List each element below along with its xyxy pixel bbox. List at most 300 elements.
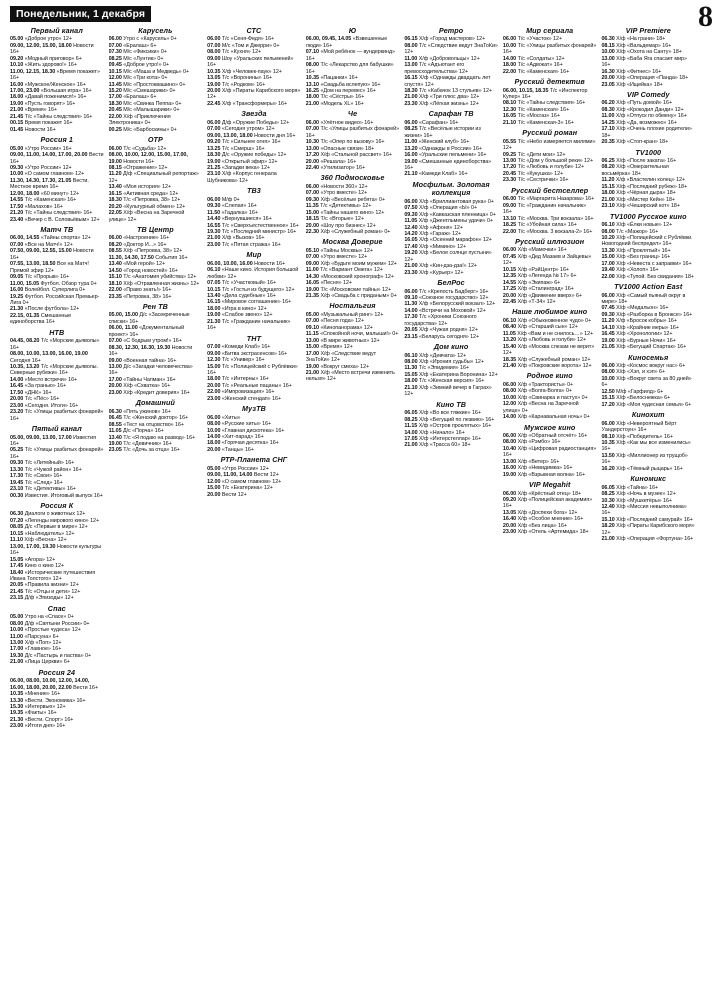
program-listing: 07.00 «Ералаш» 6+ [108, 42, 157, 49]
program-listing: 10.00 Х/ф «Свинарка и пастух» 0+ [502, 394, 588, 401]
channel-section [404, 401, 498, 449]
program-listing: 06.30 Диалоги о животных 12+ [10, 511, 86, 518]
program-listing: 22.15, 01.35 Смешанные единоборства 16+ [10, 312, 72, 326]
program-listing: 11.00 «Женский клуб» 16+ [404, 139, 470, 146]
channel-name: Сарафан ТВ [428, 109, 474, 119]
program-listing: 13.40 «Мой герой» 12+ [108, 261, 166, 268]
channel-name: Звезда [241, 109, 267, 119]
page-number: 8 [698, 0, 713, 33]
program-listing: 10.40 Х/ф «Цифровая радиостанция» 16+ [502, 445, 597, 459]
program-listing: 06.00 «Новости 360» 12+ [305, 183, 368, 190]
program-listing: 23.15 «Беларусь сегодня» 12+ [404, 333, 480, 340]
program-listing: 08.10 Т/с «Тайны следствия» 16+ [502, 100, 586, 107]
program-listing: 08.00 Д/ф «Святыни России» 0+ [10, 620, 90, 627]
program-listing: 13.05 Х/ф «Доспехи бога» 12+ [502, 509, 578, 516]
program-listing: 17.00 Х/ф «Невеста с заправки» 16+ [601, 260, 692, 267]
program-listing: 17.40 Х/ф «Мимино» 12+ [404, 243, 467, 250]
channel-section [601, 354, 695, 409]
channel-name: СТС [246, 26, 262, 35]
program-listing: 20.00 Х/ф «Движение вверх» 6+ [502, 292, 583, 299]
program-listing: 22.00 «Импровизация» 16+ [207, 389, 275, 396]
program-listing: 19.45 Т/с «След» 16+ [10, 479, 63, 486]
program-listing: 05.00 «Утро России» 16+ [10, 145, 72, 152]
channel-name: Спас [47, 603, 66, 613]
channel-section [601, 91, 695, 146]
program-listing: 14.10 Х/ф «Крайние меры» 16+ [601, 324, 679, 331]
program-listing: 17.05 Х/ф «Интерстеллар» 16+ [404, 435, 482, 442]
program-listing: 18.00 Х/ф «Чёрная дыра» 18+ [601, 190, 676, 197]
channel-section [503, 129, 597, 184]
channel-section [109, 303, 203, 396]
program-listing: 13.40 Т/с «Я подаю на развод» 16+ [108, 434, 196, 441]
program-listing: 20.45 М/с «Малышарики» 0+ [108, 107, 180, 114]
program-listing: 23.30 Х/ф «Лёгкая жизнь» 12+ [404, 100, 479, 107]
schedule-column [207, 26, 301, 992]
program-listing: 01.45 Новости 16+ [10, 126, 56, 133]
program-listing: 08.25 Х/ф «Бегущий по лезвию» 16+ [404, 416, 495, 423]
program-listing: 13.40 «Дела судебные» 16+ [207, 293, 276, 300]
program-listing: 21.10 Т/с «Каменская-3» 16+ [502, 119, 574, 126]
program-listing: 00.25 М/с «Барбоскины» 0+ [108, 126, 177, 133]
program-listing: 18.20 Х/ф «Пираты Карибского моря» 12+ [601, 523, 695, 536]
program-listing: 06.00 Х/ф «Трактористы» 0+ [502, 381, 574, 388]
program-listing: 18.00 Т/с «Сёстры» 16+ [305, 94, 365, 101]
program-listing: 17.10 Х/ф «Очень плохие родители» 18+ [601, 126, 692, 139]
program-listing: 10.00 Х/ф «Вокруг света за 80 дней» 6+ [601, 375, 692, 389]
program-listing: 10.35 «Пацанки» 16+ [305, 75, 358, 82]
program-listing: 13.50 Х/ф «Миллионер из трущоб» 16+ [601, 452, 688, 466]
program-listing: 09.00 Т/с «Гражданин начальник» 16+ [502, 202, 587, 216]
program-listing: 06.00 М/ф 0+ [207, 196, 240, 203]
program-listing: 08.40 Х/ф «Старший сын» 12+ [502, 324, 578, 331]
program-listing: 08.10 Х/ф «Победитель» 16+ [601, 433, 673, 440]
program-listing: 10.00 Х/ф «Охота на Санту» 18+ [601, 49, 682, 56]
program-listing: 16.45 Х/ф «Хронологии» 12+ [601, 331, 673, 338]
program-listing: 21.30 «Вести. Спорт» 16+ [10, 716, 74, 723]
program-listing: 18.35 Х/ф «Служебный роман» 12+ [502, 356, 591, 363]
program-listing: 12.00 «О самом главном» 12+ [207, 478, 282, 485]
channel-name: Россия 1 [40, 135, 74, 145]
channel-name: Матч ТВ [40, 225, 74, 235]
program-listing: 13.00 Х/ф «Ветер» 16+ [502, 458, 560, 465]
program-listing: 23.00 «Итоги дня» 16+ [10, 723, 66, 730]
program-listing: 23.00 Т/с «Пятая стража» 16+ [207, 241, 281, 248]
program-listing: 06.00 Х/ф «Самый пьяный округ в мире» 18+ [601, 292, 686, 305]
program-listing: 06.00 Д/ф «Оружие Победы» 12+ [207, 119, 290, 126]
program-listing: 06.25 Х/ф «После заката» 16+ [601, 158, 677, 165]
channel-name: Ретро [438, 26, 464, 35]
program-listing: 13.10 «Свадьба вслепую» 16+ [305, 81, 381, 88]
program-listing: 13.00 «В мире животных» 12+ [305, 337, 380, 344]
channel-section [503, 238, 597, 305]
program-listing: 15.00 Х/ф «Без границ» 16+ [601, 254, 671, 261]
channel-name: Русский иллюзион [515, 236, 585, 246]
program-listing: 05.00 «Доброе утро» 12+ [10, 36, 72, 43]
program-listing: 09.00 «Военная тайна» 16+ [108, 357, 177, 364]
program-listing: 16.15 «Активная среда» 12+ [108, 190, 179, 197]
program-listing: 08.25 Т/с «Весёлые истории из жизни» 16+ [404, 126, 481, 139]
channel-section [503, 308, 597, 369]
program-listing: 11.35 Т/с «Детективы» 12+ [305, 203, 372, 210]
program-listing: 21.10 «Камеди Клаб» 16+ [404, 171, 468, 178]
program-listing: 11.00 Х/ф «Отпуск по обмену» 16+ [601, 113, 687, 120]
program-listing: 11.15 «Спокойной ночи, малыши!» 0+ [305, 331, 399, 338]
program-listing: 05.00 Утро на «Спасе» 0+ [10, 614, 74, 621]
channel-section [503, 27, 597, 75]
program-listing: 09.30 «Слепая» 16+ [207, 203, 257, 210]
program-listing: 15.05 Х/ф «Екатерина Воронина» 12+ [404, 371, 498, 378]
program-listing: 09.30 «Утро России» 12+ [10, 164, 72, 171]
program-listing: 19.00 «Пусть говорят» 16+ [10, 100, 76, 107]
program-listing: 14.30 «Московский хронограф» 12+ [305, 273, 394, 280]
program-listing: 08.30 Х/ф «Крокодил Данди» 12+ [601, 106, 684, 113]
program-listing: 05.25 Т/с «Улицы разбитых фонарей» 16+ [10, 447, 104, 460]
program-listing: 23.20 Т/с «Улицы разбитых фонарей» 16+ [10, 409, 104, 422]
program-listing: 06.10 «Наше кино. История большой любви» 12+ [207, 267, 299, 280]
program-listing: 20.00 «Решала» 16+ [305, 158, 357, 165]
program-listing: 18.30 Т/с «Петровка, 38» 12+ [108, 197, 181, 204]
program-listing: 14.00 «Место встречи» 16+ [10, 376, 78, 383]
program-listing: 10.15 М/с «Маша и Медведь» 0+ [108, 68, 190, 75]
channel-name: VIP Premiere [625, 26, 671, 35]
program-listing: 11.30 Х/ф «Белорусский вокзал» 12+ [404, 301, 496, 308]
program-listing: 15.15 Х/ф «Последний рубеж» 18+ [601, 183, 688, 190]
program-listing: 06.00 Т/с «Судьба» 12+ [108, 145, 167, 152]
program-listing: 23.00 Х/ф «Кредит доверия» 16+ [108, 389, 190, 396]
program-listing: 19.00 «Смешанные единоборства» 16+ [404, 158, 492, 171]
program-listing: 16.15 Х/ф «Однажды двадцать лет спустя» 12+ [404, 75, 491, 88]
program-listing: 09.10 «Союзное государство» 12+ [404, 294, 489, 301]
program-listing: 17.00 «Ералаш» 6+ [108, 94, 157, 101]
schedule-column [404, 26, 498, 992]
channel-section [503, 481, 597, 536]
channel-name: БелРос [437, 278, 465, 288]
program-listing: 20.05 «Правила жизни» 12+ [10, 582, 79, 589]
program-listing: 06.00 Х/ф «Невероятный Бёрт Уандерстоун» 16+ [601, 420, 677, 434]
program-listing: 08.00 Т/с «Следствие ведут ЗнаТоКи» 12+ [404, 42, 498, 56]
program-listing: 09.45 «Доброе утро!» 0+ [108, 62, 170, 69]
program-listing: 19.00 «Открытый эфир» 12+ [207, 158, 278, 165]
program-listing: 08.25 М/с «Лунтик» 0+ [108, 55, 164, 62]
program-listing: 23.00 «Сегодня. Итоги» 16+ [10, 402, 79, 409]
program-listing: 16.30 Х/ф «Фитнес» 16+ [601, 68, 662, 75]
program-listing: 23.05 Х/ф «Ищейка» 18+ [601, 81, 663, 88]
program-listing: 23.10 Х/ф «Чеширский кот» 18+ [601, 203, 680, 210]
program-listing: 21.00 Х/ф «Операция «Фортуна» 16+ [601, 536, 694, 543]
program-listing: 09.00, 11.00, 14.00, 17.00, 20.00 Вести 16+ [10, 152, 104, 165]
channel-section [207, 27, 301, 107]
channel-name: Мужское кино [523, 422, 576, 432]
program-listing: 14.55 Т/с «Каменская» 16+ [10, 197, 77, 204]
program-listing: 18.00 «Горячая десятка» 16+ [207, 440, 279, 447]
program-listing: 10.00 «Простые чудеса» 12+ [10, 627, 81, 634]
program-listing: 06.00, 09.45, 14.05 «Взвешенные люди» 16+ [305, 36, 388, 49]
program-listing: 09.05 Т/с «Прорыв» 16+ [10, 274, 70, 281]
program-listing: 21.00 «Лица Церкви» 6+ [10, 659, 70, 666]
program-listing: 06.00, 14.55 «Тайны спорта» 12+ [10, 235, 91, 242]
program-listing: 07.00 «Сегодня утром» 12+ [207, 126, 275, 133]
program-listing: 19.00 «Слабое звено» 12+ [207, 312, 273, 319]
program-listing: 06.10 Х/ф «Ёлки новые» 12+ [601, 222, 673, 229]
program-listing: 06.00 «Настроение» 16+ [108, 235, 170, 242]
channel-section [10, 27, 104, 133]
program-listing: 14.20 Х/ф «Гараж» 12+ [404, 230, 462, 237]
program-listing: 21.35 Х/ф «Свадьба с приданым» 0+ [305, 293, 397, 300]
channel-section [404, 279, 498, 340]
channel-name: Кино ТВ [436, 399, 467, 409]
date-header: Понедельник, 1 декабря [10, 6, 151, 22]
program-listing: 21.00 Х/ф «Кин-дза-дза!» 12+ [404, 263, 478, 270]
program-listing: 14.00 «Встречи на Моховой» 12+ [404, 307, 486, 314]
program-listing: 08.00 Т/с «Мажор» 16+ [601, 228, 659, 235]
program-listing: 09.30 Т/с «Литейный» 16+ [10, 460, 75, 467]
program-listing: 16.20 Х/ф «Тёмный рыцарь» 16+ [601, 465, 683, 472]
program-listing: 06.00 Т/с «Участок» 12+ [502, 36, 563, 43]
program-listing: 17.50 «ДНК» 16+ [10, 389, 52, 396]
program-listing: 09.30 Х/ф «Кавказская пленница» 0+ [404, 211, 496, 218]
channel-section [306, 110, 400, 171]
channel-name: VIP Megahit [528, 480, 571, 490]
program-listing: 06.05 Х/ф «Во все тяжкие» 16+ [404, 410, 481, 417]
program-listing: 05.00, 09.00, 13.00, 17.00 Известия 16+ [10, 434, 96, 447]
program-listing: 09.00 Шоу «Уральских пельменей» 16+ [207, 55, 294, 69]
channel-name: Домашний [135, 398, 175, 408]
channel-section [207, 405, 301, 453]
program-listing: 05.00 «Музыкальный ринг» 12+ [305, 311, 384, 318]
channel-section [306, 27, 400, 107]
program-listing: 13.00 Х/ф «Поп» 12+ [10, 640, 62, 646]
program-listing: 11.05 Х/ф «Вам и не снилось…» 12+ [502, 330, 594, 337]
channel-name: Русский детектив [514, 77, 585, 87]
program-listing: 16.25 «Дом на перевес» 16+ [305, 88, 376, 95]
program-listing: 12.00, 18.00 «60 минут» 12+ [10, 190, 80, 197]
program-listing: 20.00 Х/ф «Схватка» 16+ [108, 383, 171, 390]
program-listing: 15.00 Т/с «Екатерина» 12+ [207, 485, 273, 492]
program-listing: 18.30 М/с «Свинка Пеппа» 0+ [108, 100, 182, 107]
program-listing: 17.20 Х/ф «Стальной рассвет» 16+ [305, 152, 393, 159]
program-listing: 12.30 Т/с «Каменская» 16+ [502, 106, 570, 113]
schedule-column [10, 26, 104, 992]
program-listing: 20.05 Х/ф «Чужая родня» 12+ [404, 327, 478, 334]
program-listing: 18.15 Т/с «Вторые» 12+ [305, 216, 364, 223]
program-listing: 21.25 «Загадки века» 12+ [207, 164, 270, 171]
program-listing: 11.30, 14.30, 17.30, 21.05 Вести. Местное время 16+ [10, 177, 89, 191]
program-listing: 09.00, 11.00, 14.00 Вести 12+ [207, 472, 279, 479]
program-listing: 05.00, 15.00 Д/с «Засекреченные списки» 16+ [108, 312, 190, 325]
program-listing: 08.25 Х/ф «Ночь в музее» 12+ [601, 491, 676, 498]
program-listing: 09.20 Х/ф «Полицейская академия» 16+ [502, 497, 593, 510]
program-listing: 21.05 Х/ф «Бегущий Спартак» 16+ [601, 344, 687, 351]
program-listing: 07.00 М/с «Том и Джерри» 0+ [207, 42, 280, 49]
program-listing: 06.30 «Пять ужинов» 16+ [108, 408, 171, 415]
program-listing: 23.10 Т/с «Детективы» 16+ [10, 486, 76, 493]
program-listing: 06.00 Х/ф «Крёстный отец» 18+ [502, 490, 582, 497]
channel-section [10, 669, 104, 730]
program-listing: 23.40 «Вечер с В. Соловьёвым» 12+ [10, 216, 100, 223]
program-listing: 14.00 Т/с «Солдаты» 12+ [502, 55, 565, 62]
program-listing: 15.10 Т/с «Анатомия убийства» 12+ [108, 274, 197, 281]
channel-section [207, 335, 301, 402]
program-listing: 08.20 Х/ф «Омерзительная восьмёрка» 18+ [601, 164, 669, 177]
program-listing: 11.00 Х/ф «Добровольцы» 12+ [404, 55, 480, 62]
program-listing: 06.00, 11.00 «Документальный проект» 16+ [108, 325, 185, 338]
program-listing: 17.00 «Главное» 16+ [10, 646, 62, 653]
program-listing: 23.35 «Петровка, 38» 16+ [108, 293, 172, 300]
program-listing: 06.05 Х/ф «Тайна» 16+ [601, 484, 659, 491]
program-listing: 19.30 Т/с «Последний министр» 16+ [207, 229, 297, 235]
channel-name: Кинохит [631, 410, 665, 420]
program-listing: 00.30 Известия. Итоговый выпуск 16+ [10, 492, 103, 499]
program-listing: 06.00 «Сарафан» 16+ [404, 119, 459, 126]
program-listing: 13.45 М/с «Простоквашино» 0+ [108, 81, 186, 88]
program-listing: 09.20 «Модный приговор» 6+ [10, 55, 82, 62]
program-listing: 18.40 «Исторические путешествия Ивана Толстого» 12+ [10, 569, 96, 582]
program-listing: 19.35 «Факты» 16+ [10, 710, 57, 717]
program-listing: 07.00 «Все на Матч!» 12+ [10, 241, 73, 248]
channel-name: Карусель [138, 26, 173, 35]
program-listing: 20.00 Т/с «Реальные пацаны» 16+ [207, 382, 292, 389]
program-listing: 10.20 Х/ф «Полицейский с Рублёвки. Новогодний беспредел» 16+ [601, 234, 693, 248]
program-listing: 12.00 Х/ф «Весна на Заречной улице» 0+ [502, 401, 579, 414]
program-listing: 15.10 Х/ф «Последний самурай» 16+ [601, 516, 693, 523]
program-listing: 21.00 Х/ф «Место встречи изменить нельзя» 12+ [305, 369, 395, 383]
program-listing: 07.30 М/с «Фиксики» 0+ [108, 49, 167, 56]
program-listing: 10.00 «О самом главном» 12+ [10, 171, 85, 178]
channel-section [10, 226, 104, 326]
program-listing: 08.00 Х/ф «Хэп, и хэп» 6+ [601, 369, 666, 376]
program-listing: 22.05 Х/ф «Весна на Заречной улице» 12+ [108, 210, 185, 223]
program-listing: 12.35 Х/ф «Легенда № 17» 6+ [502, 273, 577, 280]
program-listing: 09.30 Х/ф «Разборка в Бронксе» 16+ [601, 311, 693, 318]
program-listing: 22.00 Х/ф «Тупой. Без свидания» 18+ [601, 273, 695, 280]
program-listing: 20.00 Х/ф «Пираты Карибского моря» 12+ [207, 88, 301, 101]
program-listing: 13.20 Х/ф «Любовь и голуби» 12+ [502, 337, 587, 344]
program-listing: 18.25 Т/с «Убойная сила» 16+ [502, 222, 577, 229]
program-listing: 12.00 М/с «Три кота» 0+ [108, 75, 168, 82]
program-listing: 14.25 Х/ф «Да, возможно» 16+ [601, 119, 677, 126]
program-listing: 15.00 «Тайны нашего кино» 12+ [305, 209, 385, 216]
program-listing: 11.30 Т/с «Эпидемия» 16+ [404, 365, 470, 372]
program-listing: 22.00 Т/с «Москва. 3 вокзала-2» 16+ [502, 228, 593, 235]
program-listing: 22.00 Т/с «Каменская» 16+ [502, 68, 570, 75]
program-listing: 21.00 Х/ф «Вызов» 16+ [207, 235, 265, 242]
program-listing: 06.00 «Улётное видео» 16+ [305, 119, 374, 126]
program-listing: 08.15 Х/ф «Вальдемар» 16+ [601, 42, 672, 49]
program-listing: 10.00 Т/с «Улицы разбитых фонарей» 16+ [502, 42, 597, 56]
channel-name: VIP Comedy [626, 90, 670, 100]
program-listing: 15.00 «Время» 12+ [305, 344, 353, 351]
channel-name: Ностальгия [329, 301, 376, 311]
channel-name: Мир сериала [526, 26, 574, 35]
program-listing: 06.00 Х/ф «Мамочки» 16+ [502, 247, 567, 254]
channel-section [207, 456, 301, 498]
program-listing: 10.35, 13.20 Т/с «Морские дьяволы. Северные рубежи» 16+ [10, 364, 98, 377]
program-listing: 17.30 Т/с «Хроники Союзного государства» 12+ [404, 314, 477, 327]
schedule-column [503, 26, 597, 992]
program-listing: 06.00 Х/ф «Космос вокруг нас» 6+ [601, 363, 686, 370]
program-listing: 13.00, 17.00, 19.30 Новости культуры 16+ [10, 543, 102, 557]
program-listing: 06.00 Т/с «Сеня-Федя» 16+ [207, 36, 275, 43]
program-listing: 18.30 Т/с «Кабачок 13 стульев» 12+ [404, 88, 492, 95]
program-listing: 21.00 Х/ф «Три плюс два» 12+ [404, 94, 480, 101]
program-listing: 11.20 Х/ф «Властелин колец» 12+ [601, 177, 686, 184]
program-listing: 22.00 Х/ф «Приключения Электроника» 0+ [108, 113, 171, 127]
program-listing: 16.05 «Песня» 12+ [305, 280, 352, 287]
program-listing: 07.55, 13.00, 18.50 Все на Матч! Прямой эфир 12+ [10, 261, 89, 274]
channel-section [109, 226, 203, 300]
channel-section [10, 136, 104, 223]
program-listing: 10.15 Х/ф «РэйЦентр» 16+ [502, 266, 570, 273]
channel-section [109, 399, 203, 454]
program-listing: 11.15 Х/ф «Остров проклятых» 16+ [404, 423, 492, 430]
program-listing: 14.00 Х/ф «Карнавальная ночь» 0+ [502, 414, 590, 421]
channel-name: Наше любимое кино [512, 307, 588, 317]
program-listing: 06.45 Т/с «Женский доктор» 16+ [108, 415, 189, 422]
program-listing: 20.45 Т/с «Кукушка» 12+ [502, 170, 564, 177]
program-listing: 06.00 Т/с «Крепость Бадберг» 16+ [404, 288, 489, 295]
program-listing: 06.10 Х/ф «Обыкновенное чудо» 0+ [502, 317, 592, 324]
program-listing: 23.30 Т/с «Сестрички» 16+ [502, 177, 569, 184]
program-listing: 06.00, 10.15, 18.35 Т/с «Инспектор Купер» 16+ [502, 87, 588, 100]
program-listing: 22.00 «Право знать!» 16+ [108, 287, 172, 294]
program-listing: 11.50 «Гадалка» 16+ [207, 209, 258, 216]
program-listing: 19.40 Х/ф «Холоп» 16+ [601, 267, 659, 274]
program-listing: 12.50 М/ф «Гарфилд» 6+ [601, 388, 664, 395]
program-listing: 19.00 Т/с «Девичник» 16+ [108, 440, 172, 447]
program-listing: 16.05 Т/с «Мосгаз» 16+ [502, 113, 560, 120]
schedule-columns [10, 26, 695, 992]
program-listing: 06.00 Утро с «Карусель» 0+ [108, 36, 177, 43]
program-listing: 16.15 «Мировое соглашение» 16+ [207, 299, 292, 306]
program-listing: 12.30 Т/с «Универ» 16+ [207, 357, 265, 364]
program-listing: 09.25 Т/с «Дети мои» 12+ [502, 151, 566, 158]
program-listing: 21.20 Т/с «Тайны следствия» 16+ [10, 210, 93, 217]
program-listing: 16.00 «Мужское/Женское» 16+ [10, 81, 86, 88]
program-listing: 17.25 Х/ф «Сталинград» 16+ [502, 286, 574, 293]
program-listing: 14.55 Х/ф «Экипаж» 6+ [502, 279, 561, 286]
channel-section [503, 372, 597, 420]
program-listing: 21.45 Т/с «Отцы и дети» 12+ [10, 588, 81, 595]
program-listing: 06.15 Х/ф «Город мастеров» 12+ [404, 36, 486, 43]
program-listing: 20.00 Х/ф «Операция «Панда» 18+ [601, 75, 689, 82]
channel-section [601, 283, 695, 350]
program-listing: 22.45 Х/ф «Трансформеры» 16+ [207, 100, 288, 107]
program-listing: 06.30 Х/ф «На грани» 18+ [601, 36, 666, 43]
program-listing: 16.00 «Уральские пельмени» 16+ [404, 152, 487, 159]
channel-name: TV1000 [635, 147, 662, 157]
channel-section [306, 302, 400, 382]
program-listing: 11.05 Д/с «Порча» 16+ [108, 428, 164, 435]
program-listing: 14.00 Х/ф «Начало» 16+ [404, 429, 465, 436]
program-listing: 18.00 Т/с «Женская версия» 16+ [404, 378, 485, 385]
program-listing: 08.55 Х/ф «Петровка, 38» 12+ [108, 248, 183, 255]
channel-name: TV1000 Action East [614, 282, 683, 292]
program-listing: 16.45 «За гранью» 16+ [10, 383, 67, 390]
program-listing: 06.00 Х/ф «Обратный отсчёт» 16+ [502, 433, 588, 439]
program-listing: 05.10 «Тайны Москвы» 12+ [305, 247, 373, 254]
program-listing: 07.10 «Мой ребёнок — вундеркинд» 16+ [305, 49, 395, 62]
program-listing: 08.15 «Отражение» 12+ [108, 164, 168, 171]
program-listing: 12.40 Х/ф «Миссия невыполнима» 16+ [601, 503, 687, 517]
channel-name: Ю [348, 26, 357, 35]
channel-section [207, 110, 301, 184]
program-listing: 07.00 «Утро вместе» 12+ [305, 254, 368, 261]
channel-name: Мир [246, 250, 262, 260]
program-listing: 09.30 Х/ф «Весёлые ребята» 0+ [305, 196, 385, 203]
program-listing: 15.20 М/с «Смешарики» 0+ [108, 88, 176, 95]
program-listing: 20.20 «Культурный обмен» 12+ [108, 203, 186, 210]
program-listing: 16.40 Х/ф «Особое мнение» 16+ [502, 516, 584, 523]
